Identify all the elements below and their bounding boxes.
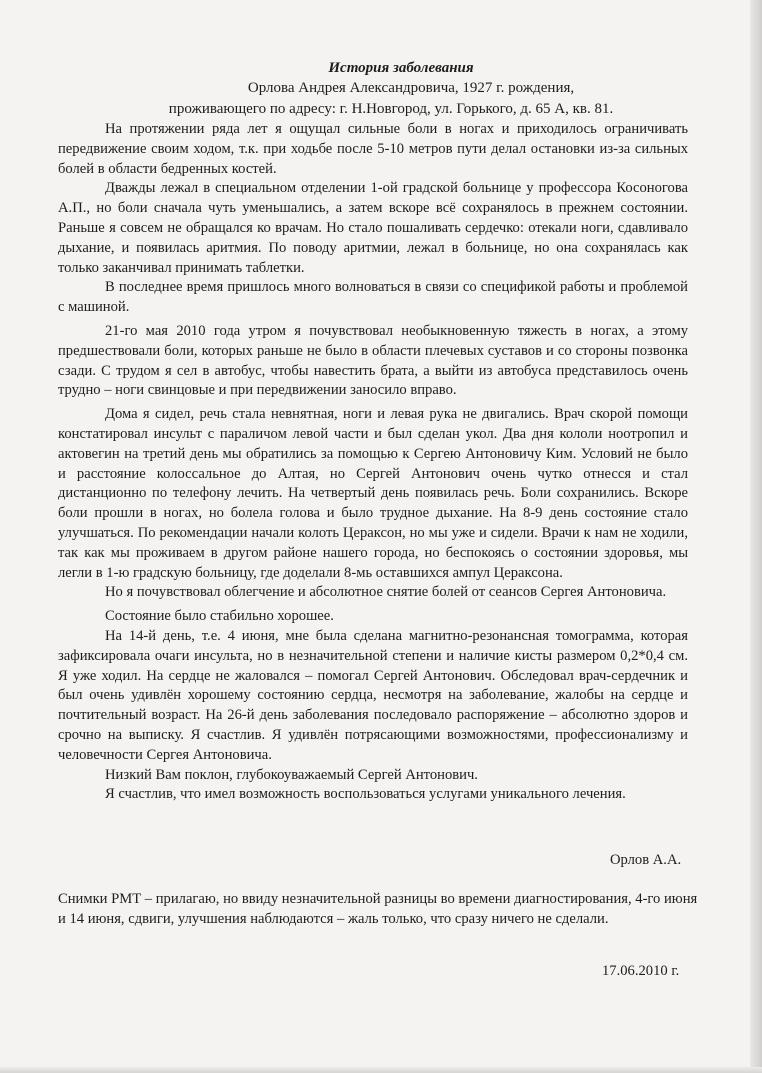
paragraph: Дважды лежал в специальном отделении 1-ой градской больнице у профессора Косоногова А.П., но боли сначала чуть уменьшались, а затем вскоре всё сохранялось в прежнем состоянии. Раньше я совсем не обращался ко врачам. Но стало пошаливать сердечко: отекали ноги, сдавливало дыхание, и появилась аритмия. По поводу аритмии, лежал в больнице, но она сохранялась как только заканчивал принимать таблетки. (58, 180, 688, 276)
address-line: проживающего по адресу: г. Н.Новгород, ул. Горького, д. 65 А, кв. 81. (168, 101, 614, 117)
paragraph: Дома я сидел, речь стала невнятная, ноги и левая рука не двигались. Врач скорой помощи констатировал инсульт с параличом левой части и был сделан укол. Два дня кололи ноотропил и актовегин на третий день мы обратились за помощью к Сергею Антоновичу Ким. Условий не было и расстояние колоссальное до Алтая, но Сергей Антонович очень чутко отнесся и стал дистанционно по телефону лечить. На четвертый день появилась речь. Боли сохранились. Вскоре боли прошли в ногах, но болела голова и было трудное дыхание. На 8-9 день состояние стало улучшаться. По рекомендации начали колоть Цераксон, но мы уже и сидели. Врачи к нам не ходили, так как мы проживаем в другом районе нашего города, но беспокоясь о состоянии здоровья, мы легли в 1-ю градскую больницу, где доделали 8-мь оставшихся ампул Цераксона. (58, 406, 688, 581)
paragraph: 21-го мая 2010 года утром я почувствовал необыкновенную тяжесть в ногах, а этому предшествовали боли, которых раньше не было в области плечевых суставов и со стороны позвонка сзади. С трудом я сел в автобус, чтобы навестить брата, а выйти из автобуса представилось очень трудно – ноги свинцовые и при передвижении заносило вправо. (58, 322, 688, 399)
signature: Орлов А.А. (610, 852, 682, 868)
postscript-note: Снимки РМТ – прилагаю, но ввиду незначительной разницы во времени диагностирования, 4-го июня и 14 июня, сдвиги, улучшения наблюдаются – жаль только, что сразу ничего не сделали. (58, 891, 698, 927)
paragraph: Но я почувствовал облегчение и абсолютное снятие болей от сеансов Сергея Антоновича. (105, 584, 667, 601)
document-body (58, 120, 688, 805)
paragraph: Я счастлив, что имел возможность воспользоваться услугами уникального лечения. (105, 786, 626, 803)
paragraph: В последнее время пришлось много волноваться в связи со спецификой работы и проблемой с машиной. (58, 279, 688, 316)
paragraph: На 14-й день, т.е. 4 июня, мне была сделана магнитно-резонансная томограмма, которая зафиксировала очаги инсульта, но в незначительной степени и наличие кисты размером 0,2*0,4 см. Я уже ходил. На сердце не жаловался – помогал Сергей Антонович. Обследовал врач-сердечник и был очень удивлён хорошему состоянию сердца, несмотря на заболевание, жалобы на сердце и почтительный возраст. На 26-й день заболевания последовало распоряжение – абсолютно здоров и срочно на выписку. Я счастлив. Я удивлён потрясающими возможностями, профессионализму и человечности Сергея Антоновича. (58, 627, 688, 763)
document-date: 17.06.2010 г. (602, 963, 680, 979)
paragraph: На протяжении ряда лет я ощущал сильные боли в ногах и приходилось ограничивать передвижение своим ходом, т.к. при ходьбе после 5-10 метров пути делал остановки из-за сильных болей в области бедренных костей. (58, 121, 688, 177)
document-title: История заболевания (328, 60, 474, 76)
paragraph: Состояние было стабильно хорошее. (105, 608, 334, 625)
page-edge-shadow (750, 0, 762, 1073)
paragraph: Низкий Вам поклон, глубокоуважаемый Сергей Антонович. (105, 766, 478, 783)
document-header (0, 58, 762, 120)
patient-line: Орлова Андрея Александровича, 1927 г. рождения, (247, 80, 575, 96)
page-bottom-edge (0, 1067, 762, 1073)
